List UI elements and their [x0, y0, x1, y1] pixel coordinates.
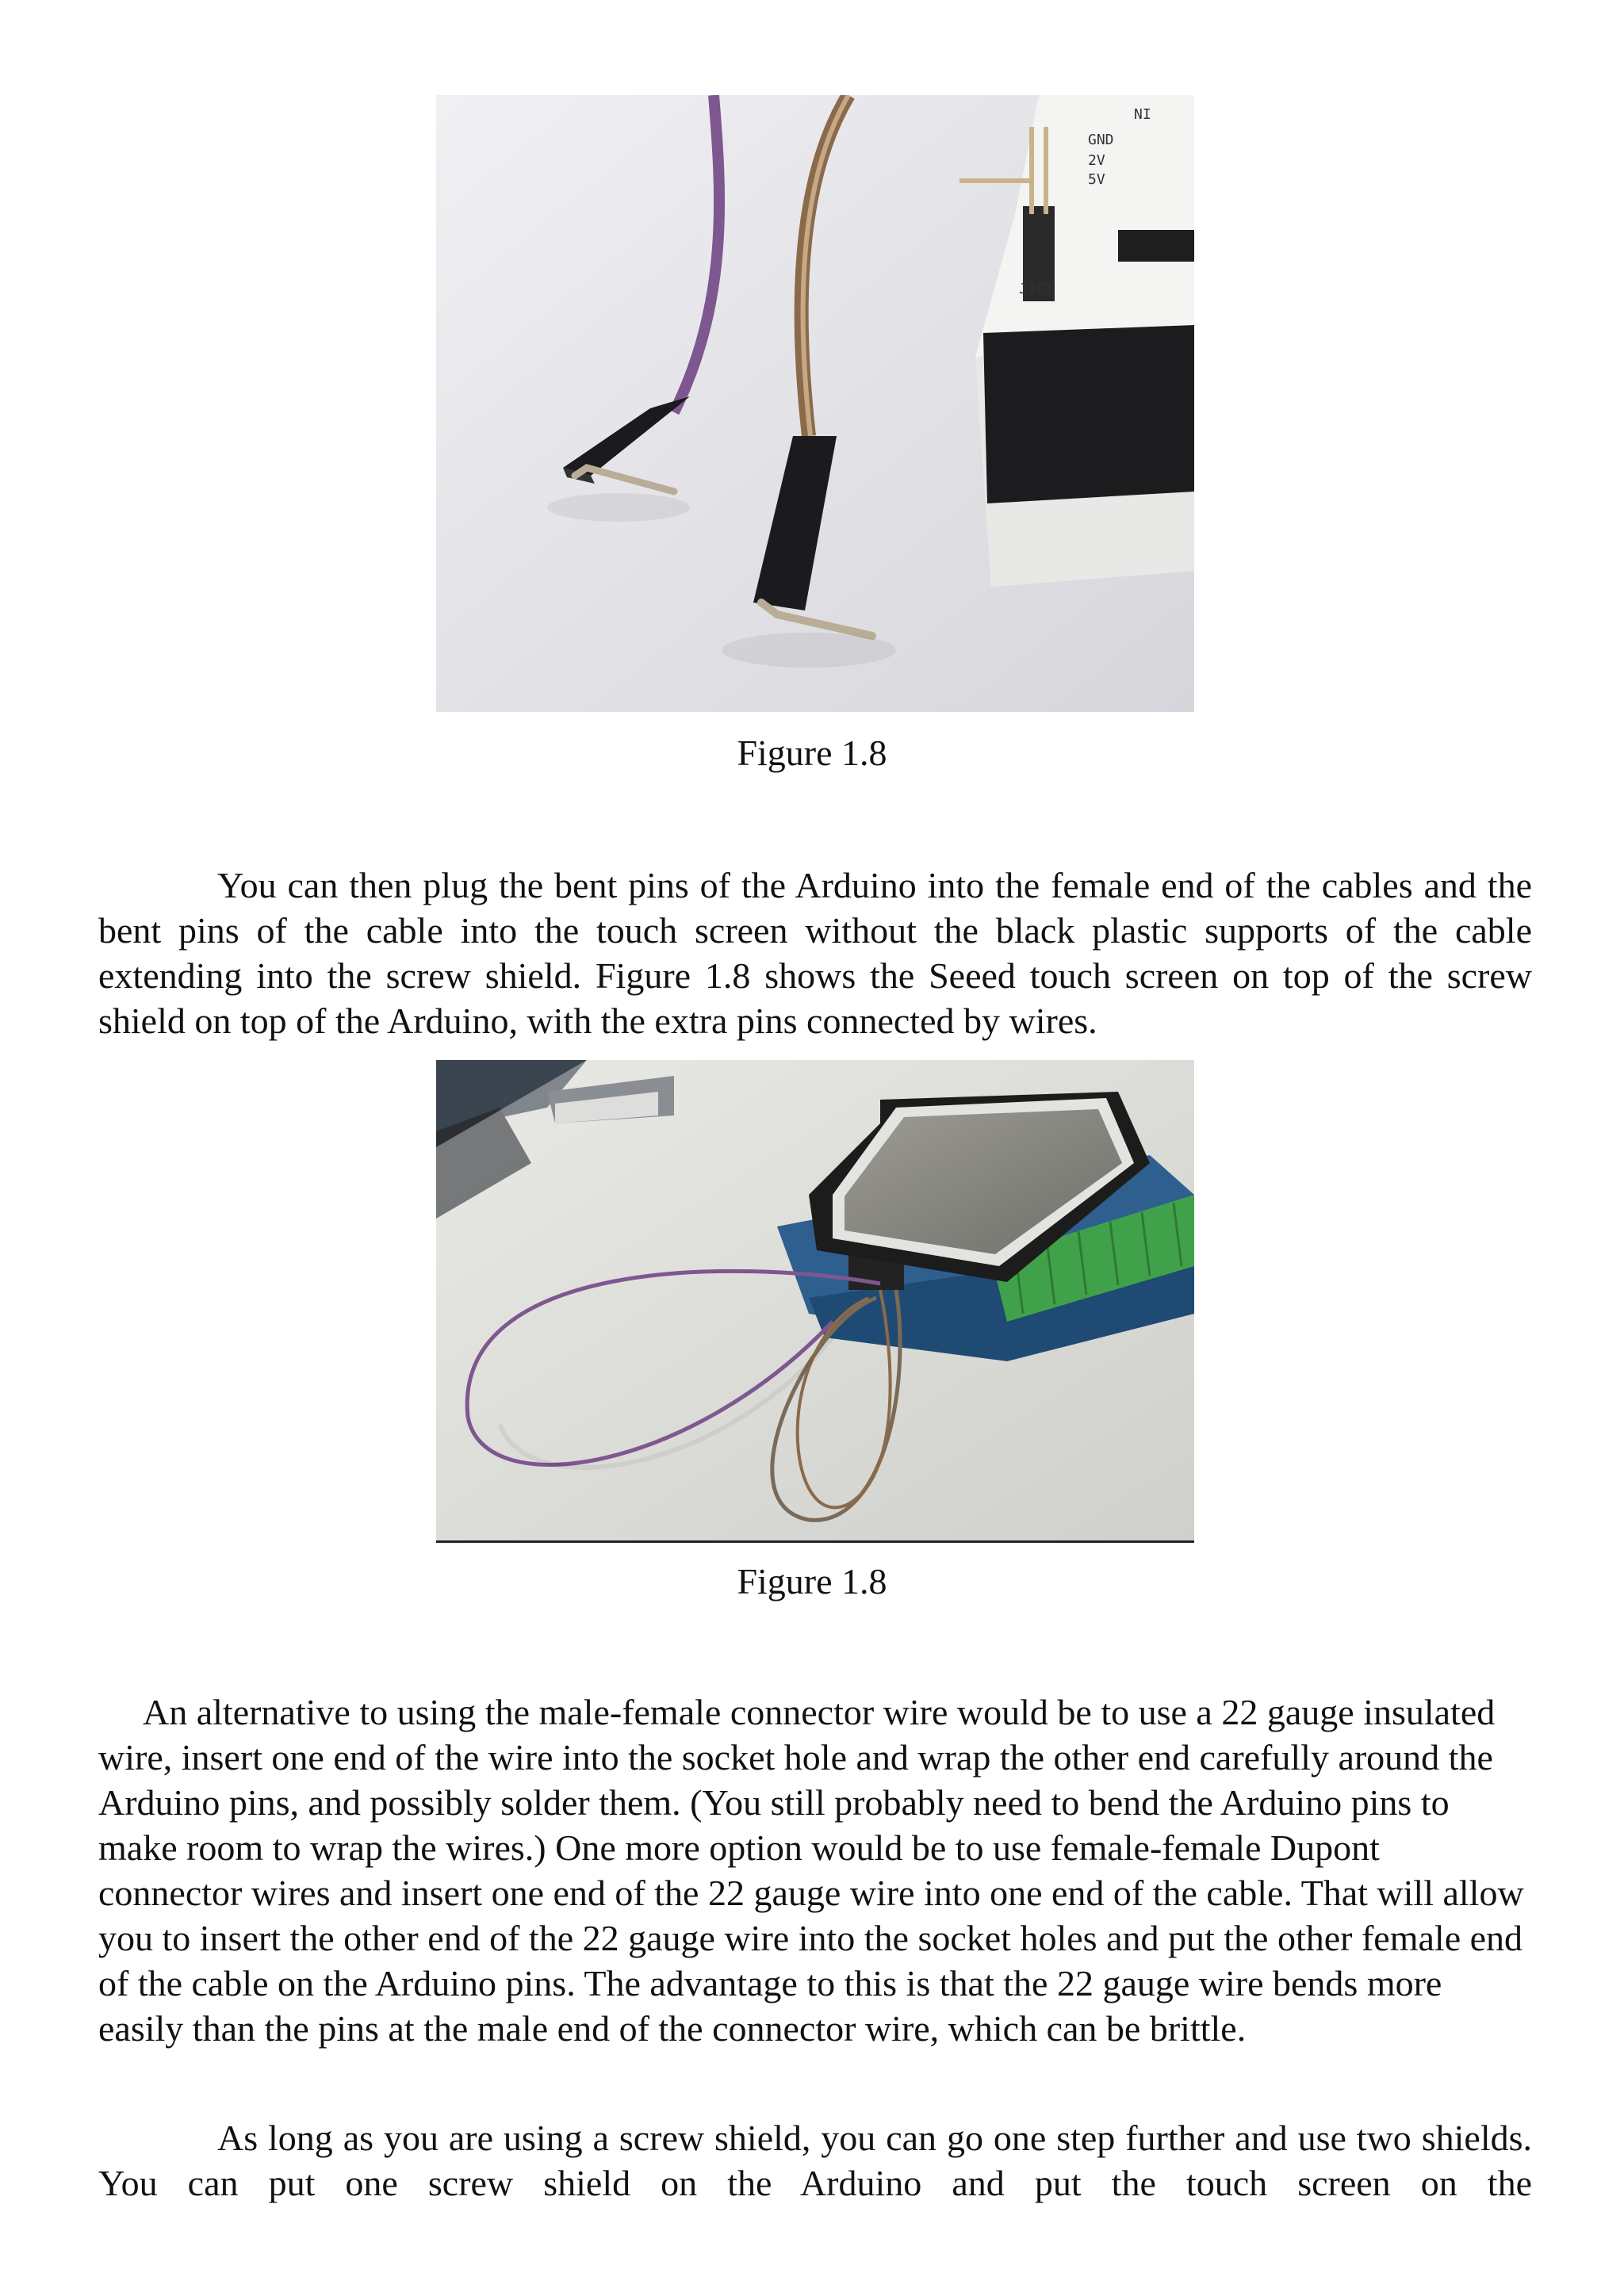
figure-caption: Figure 1.8 — [737, 733, 887, 773]
figure-touchscreen-assembly-photo — [436, 1060, 1194, 1543]
body-paragraph: An alternative to using the male-female connector wire would be to use a 22 gauge insulated wire, insert one end of the wire into the socket hole and wrap the other end carefully around the Arduino pins, and possibly solder them. (You still probably need to bend the Arduino pins to make room to wrap the wires.) One more option would be to use female-female Dupont connector wires and insert one end of the 22 gauge wire into one end of the cable. That will allow you to insert the other end of the 22 gauge wire into the socket holes and put the other female end of the cable on the Arduino pins. The advantage to this is that the 22 gauge wire bends more easily than the pins at the male end of the connector wire, which can be brittle. — [98, 1692, 1524, 2049]
board-label-j3c1: J3C1 — [1019, 281, 1054, 297]
board-label-ni: NI — [1134, 106, 1151, 123]
figure-caption: Figure 1.8 — [737, 1561, 887, 1601]
board-label-5v: 5V — [1088, 171, 1105, 188]
body-paragraph: You can then plug the bent pins of the Arduino into the female end of the cables and the bent pins of the cable into the touch screen without the black plastic supports of the cable extending into the screw shield. Figure 1.8 shows the Seeed touch screen on top of the screw shield on top of the Arduino, with the extra pins connected by wires. — [98, 865, 1532, 1041]
body-paragraph: As long as you are using a screw shield, you can go one step further and use two shields. You can put one screw shield on the Arduino and put the touch screen on the — [98, 2118, 1532, 2203]
figure-connector-pins-photo — [436, 95, 1194, 712]
board-label-2v: 2V — [1088, 152, 1105, 169]
board-label-gnd: GND — [1088, 132, 1114, 148]
